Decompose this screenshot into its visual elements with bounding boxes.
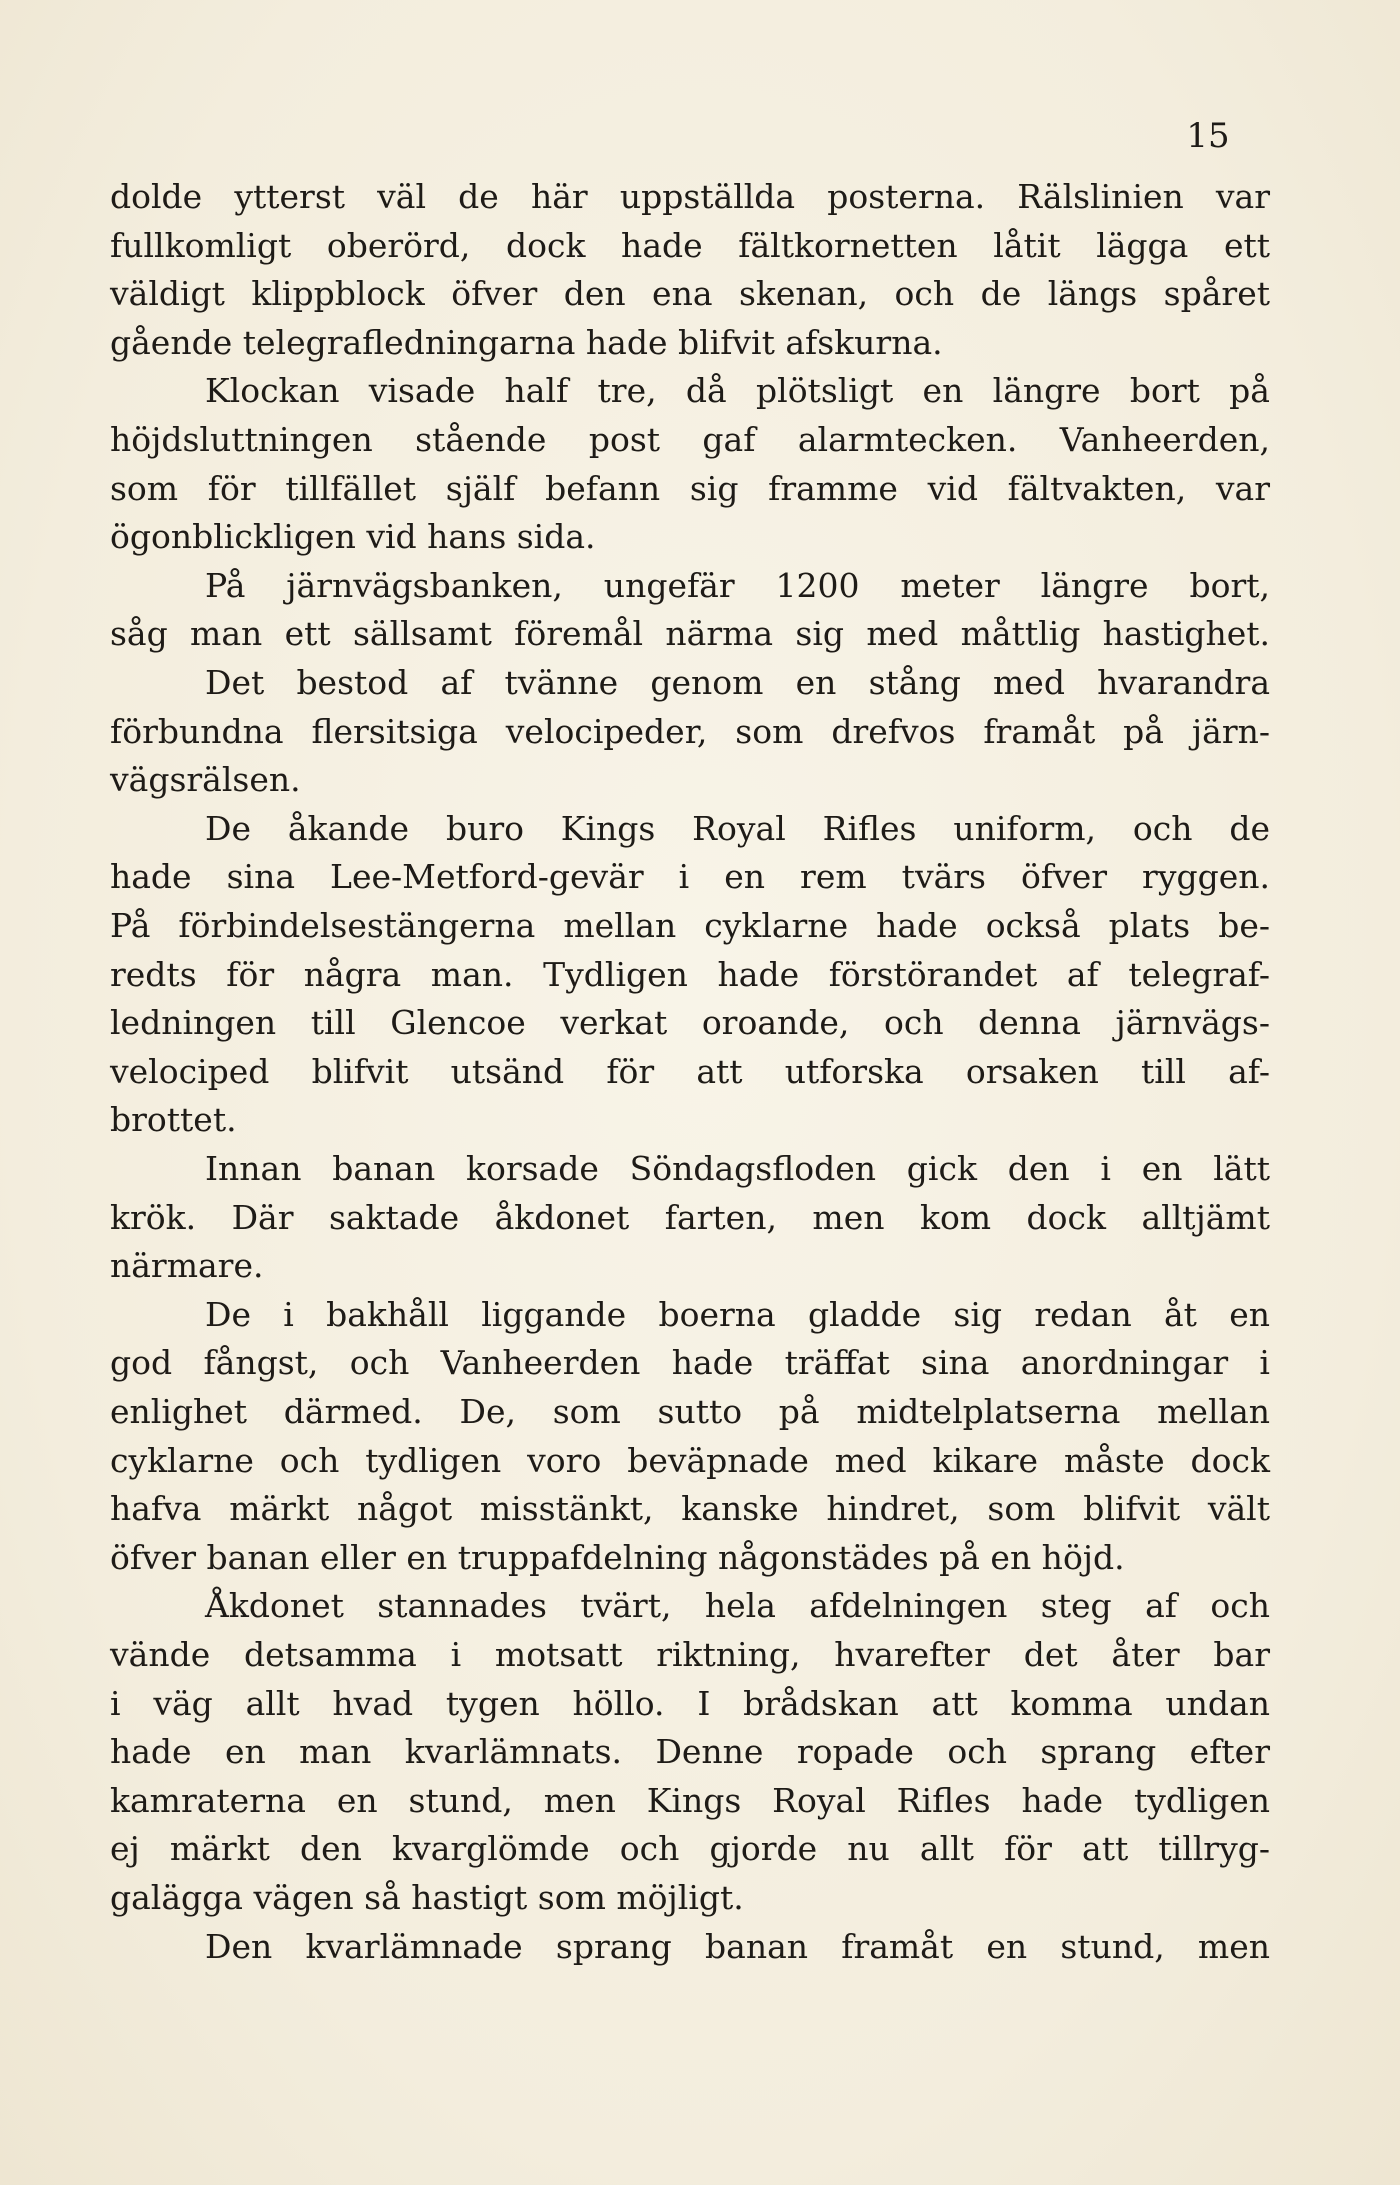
text-line: öfver banan eller en truppafdelning någonstädes på en höjd. — [110, 1538, 1125, 1577]
text-line: vände detsamma i motsatt riktning, hvarefter det åter bar — [110, 1635, 1270, 1674]
text-line: Innan banan korsade Söndagsfloden gick den i en lätt — [205, 1149, 1270, 1188]
text-line: hade en man kvarlämnats. Denne ropade och sprang efter — [110, 1732, 1270, 1771]
text-line: dolde ytterst väl de här uppställda posterna. Rälslinien var — [110, 177, 1270, 216]
text-line: På järnvägsbanken, ungefär 1200 meter längre bort, — [205, 566, 1270, 605]
text-line: Det bestod af tvänne genom en stång med hvarandra — [205, 663, 1270, 702]
page-number: 15 — [1186, 116, 1230, 156]
text-line: hade sina Lee-Metford-gevär i en rem tvärs öfver ryggen. — [110, 857, 1270, 896]
text-line: närmare. — [110, 1246, 264, 1285]
text-line: vägsrälsen. — [110, 760, 301, 799]
text-line: ej märkt den kvarglömde och gjorde nu allt för att tillryg- — [110, 1829, 1270, 1868]
text-line: hafva märkt något misstänkt, kanske hindret, som blifvit vält — [110, 1489, 1270, 1528]
text-line: kamraterna en stund, men Kings Royal Rifles hade tydligen — [110, 1781, 1270, 1820]
text-line: ledningen till Glencoe verkat oroande, och denna järnvägs- — [110, 1003, 1270, 1042]
text-line: Den kvarlämnade sprang banan framåt en stund, men — [205, 1927, 1270, 1966]
text-line: velociped blifvit utsänd för att utforska orsaken till af- — [110, 1052, 1270, 1091]
text-line: enlighet därmed. De, som sutto på midtelplatserna mellan — [110, 1392, 1270, 1431]
text-line: redts för några man. Tydligen hade förstörandet af telegraf- — [110, 955, 1270, 994]
text-line: På förbindelsestängerna mellan cyklarne hade också plats be- — [110, 906, 1270, 945]
text-line: gående telegrafledningarna hade blifvit afskurna. — [110, 323, 943, 362]
text-line: Klockan visade half tre, då plötsligt en längre bort på — [205, 371, 1270, 410]
text-line: god fångst, och Vanheerden hade träffat sina anordningar i — [110, 1343, 1270, 1382]
text-line: galägga vägen så hastigt som möjligt. — [110, 1878, 744, 1917]
text-line: fullkomligt oberörd, dock hade fältkornetten låtit lägga ett — [110, 226, 1270, 265]
text-line: förbundna flersitsiga velocipeder, som drefvos framåt på järn- — [110, 712, 1270, 751]
text-line: i väg allt hvad tygen höllo. I brådskan att komma undan — [110, 1684, 1270, 1723]
text-line: cyklarne och tydligen voro beväpnade med kikare måste dock — [110, 1441, 1270, 1480]
text-line: brottet. — [110, 1100, 237, 1139]
text-line: De i bakhåll liggande boerna gladde sig redan åt en — [205, 1295, 1270, 1334]
text-line: De åkande buro Kings Royal Rifles uniform, och de — [205, 809, 1270, 848]
text-line: krök. Där saktade åkdonet farten, men kom dock alltjämt — [110, 1198, 1270, 1237]
text-line: Åkdonet stannades tvärt, hela afdelningen steg af och — [205, 1586, 1270, 1625]
text-line: väldigt klippblock öfver den ena skenan, och de längs spåret — [110, 274, 1270, 313]
text-line: såg man ett sällsamt föremål närma sig med måttlig hastighet. — [110, 614, 1270, 653]
text-line: som för tillfället själf befann sig framme vid fältvakten, var — [110, 469, 1270, 508]
text-line: höjdsluttningen stående post gaf alarmtecken. Vanheerden, — [110, 420, 1270, 459]
text-line: ögonblickligen vid hans sida. — [110, 517, 596, 556]
